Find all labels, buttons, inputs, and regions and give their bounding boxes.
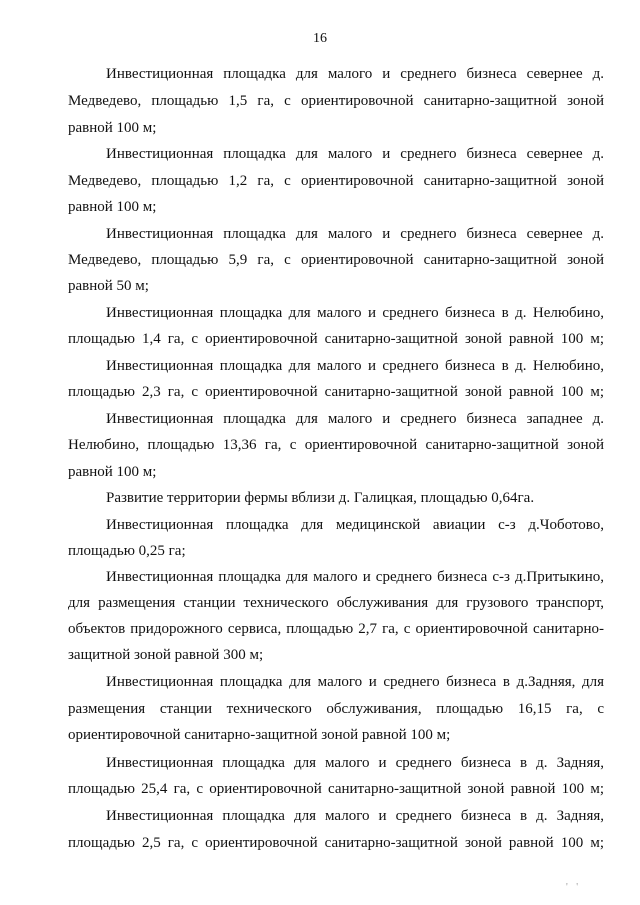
paragraph-line: Медведево, площадью 5,9 га, с ориентировочной санитарно-защитной зоной <box>68 252 604 268</box>
paragraph-line: Инвестиционная площадка для малого и среднего бизнеса в д. Нелюбино, <box>106 305 604 321</box>
paragraph-line: площадью 2,5 га, с ориентировочной санитарно-защитной зоной равной 100 м; <box>68 835 604 851</box>
paragraph-line: Инвестиционная площадка для малого и среднего бизнеса в д. Задняя, <box>106 808 604 824</box>
paragraph-line: размещения станции технического обслуживания, площадью 16,15 га, с <box>68 701 604 717</box>
paragraph-line: площадью 25,4 га, с ориентировочной санитарно-защитной зоной равной 100 м; <box>68 781 604 797</box>
paragraph-line: Инвестиционная площадка для малого и среднего бизнеса севернее д. <box>106 226 604 242</box>
paragraph-line: Нелюбино, площадью 13,36 га, с ориентировочной санитарно-защитной зоной <box>68 437 604 453</box>
paragraph-line: Инвестиционная площадка для малого и среднего бизнеса в д. Нелюбино, <box>106 358 604 374</box>
paragraph-line: равной 100 м; <box>68 199 157 215</box>
paragraph-line: Инвестиционная площадка для малого и среднего бизнеса западнее д. <box>106 411 604 427</box>
page-number: 16 <box>313 31 327 46</box>
scan-mark: ' ' <box>566 882 582 893</box>
paragraph-line: Инвестиционная площадка для малого и среднего бизнеса в д. Задняя, <box>106 755 604 771</box>
paragraph-line: Медведево, площадью 1,5 га, с ориентировочной санитарно-защитной зоной <box>68 93 604 109</box>
paragraph-line: площадью 0,25 га; <box>68 543 186 559</box>
paragraph-line: Медведево, площадью 1,2 га, с ориентировочной санитарно-защитной зоной <box>68 173 604 189</box>
paragraph-line: равной 50 м; <box>68 278 149 294</box>
paragraph-line: Инвестиционная площадка для малого и среднего бизнеса с-з д.Притыкино, <box>106 569 604 585</box>
paragraph-line: Инвестиционная площадка для медицинской авиации с-з д.Чоботово, <box>106 517 604 533</box>
paragraph-line: Инвестиционная площадка для малого и среднего бизнеса севернее д. <box>106 66 604 82</box>
paragraph-line: равной 100 м; <box>68 464 157 480</box>
paragraph-line: равной 100 м; <box>68 120 157 136</box>
paragraph-line: защитной зоной равной 300 м; <box>68 647 264 663</box>
paragraph-line: объектов придорожного сервиса, площадью 2,7 га, с ориентировочной санитарно- <box>68 621 604 637</box>
paragraph-line: Развитие территории фермы вблизи д. Галицкая, площадью 0,64га. <box>106 490 535 506</box>
paragraph-line: Инвестиционная площадка для малого и среднего бизнеса в д.Задняя, для <box>106 674 604 690</box>
paragraph-line: площадью 2,3 га, с ориентировочной санитарно-защитной зоной равной 100 м; <box>68 384 604 400</box>
paragraph-line: площадью 1,4 га, с ориентировочной санитарно-защитной зоной равной 100 м; <box>68 331 604 347</box>
paragraph-line: ориентировочной санитарно-защитной зоной равной 100 м; <box>68 727 451 743</box>
paragraph-line: для размещения станции технического обслуживания для грузового транспорт, <box>68 595 604 611</box>
paragraph-line: Инвестиционная площадка для малого и среднего бизнеса севернее д. <box>106 146 604 162</box>
